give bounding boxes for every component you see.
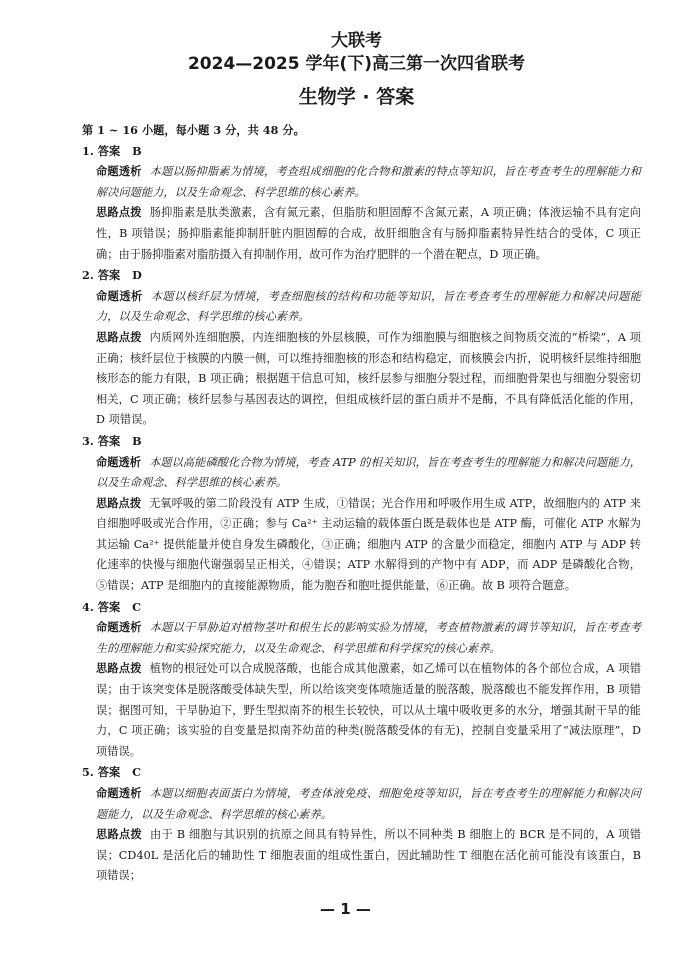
- answer-value: D: [132, 268, 142, 283]
- hint-text: 植物的根冠处可以合成脱落酸，也能合成其他激素，如乙烯可以在植物体的各个部位合成，A 项错误；由于该突变体是脱落酸受体缺失型，所以给该突变体喷施适量的脱落酸，脱落酸也不能发挥作用，B 项错误；据图可知，干旱胁迫下，野生型拟南芥的根生长较快，可以从土壤中吸收更多的水分，增强其耐干旱的能力，C 项正确；该实验的自变量是拟南芥幼苗的种类(脱落酸受体的有无)，控制自变量采用了“减法原理”，D 项错误。: [96, 662, 642, 758]
- question-block: [82, 265, 641, 431]
- analysis-text: 本题以肠抑脂素为情境，考查组成细胞的化合物和激素的特点等知识，旨在考查考生的理解能力和解决问题能力，以及生命观念、科学思维的核心素养。: [96, 165, 641, 199]
- analysis-text: 本题以核纤层为情境，考查细胞核的结构和功能等知识，旨在考查考生的理解能力和解决问题能力，以及生命观念、科学思维的核心素养。: [96, 289, 641, 324]
- answer-line: [82, 762, 641, 784]
- answer-label: 答案: [97, 600, 121, 614]
- analysis-label: 命题透析: [96, 289, 143, 303]
- question-number: 5.: [82, 765, 94, 780]
- hint-label: 思路点拨: [96, 330, 142, 344]
- question-number: 4.: [82, 599, 94, 614]
- exam-name: 大联考: [331, 31, 382, 51]
- hint-text: 无氧呼吸的第二阶段没有 ATP 生成，①错误；光合作用和呼吸作用生成 ATP，故细胞内的 ATP 来自细胞呼吸或光合作用，②正确；参与 Ca²⁺ 主动运输的载体蛋白既是载体也是 ATP 酶，可催化 ATP 水解为其运输 Ca²⁺ 提供能量并使自身发生磷酸化，③正确；细胞内 ATP 的含量少而稳定，细胞内 ATP 与 ADP 转化速率的快慢与细胞代谢强弱呈正相关，④错误；ATP 水解得到的产物中有 ADP，而 ADP 是磷酸化合物，⑤错误；ATP 是细胞内的直接能源物质，能为胞吞和胞吐提供能量，⑥正确。故 B 项符合题意。: [96, 496, 642, 593]
- hint-label: 思路点拨: [96, 206, 142, 220]
- analysis-label: 命题透析: [96, 621, 142, 635]
- page-number: — 1 —: [320, 900, 371, 918]
- hint-text: 肠抑脂素是肽类激素，含有氮元素，但脂肪和胆固醇不含氮元素，A 项正确；体液运输不具有定向性，B 项错误；肠抑脂素能抑制肝脏内胆固醇的合成，故肝细胞含有与肠抑脂素特异性结合的受体，C 项正确；由于肠抑脂素对脂肪摄入有抑制作用，故可作为治疗肥胖的一个潜在靶点，D 项正确。: [96, 206, 642, 261]
- hint-label: 思路点拨: [96, 662, 142, 676]
- answer-label: 答案: [97, 766, 121, 780]
- answer-value: C: [132, 765, 142, 780]
- answer-value: C: [132, 599, 142, 614]
- answer-line: [82, 141, 641, 163]
- hint-text: 由于 B 细胞与其识别的抗原之间具有特异性，所以不同种类 B 细胞上的 BCR 是不同的，A 项错误；CD40L 是活化后的辅助性 T 细胞表面的组成性蛋白，因此辅助性 T 细胞在活化前可能没有该蛋白，B 项错误；: [96, 828, 641, 883]
- question-block: [82, 431, 641, 597]
- analysis-paragraph: [96, 784, 641, 825]
- hint-paragraph: [96, 494, 641, 597]
- page-header: [82, 30, 641, 110]
- analysis-text: 本题以细胞表面蛋白为情境，考查体液免疫、细胞免疫等知识，旨在考查考生的理解能力和解决问题能力，以及生命观念、科学思维的核心素养。: [96, 787, 641, 821]
- answer-label: 答案: [97, 269, 121, 283]
- hint-paragraph: [96, 825, 641, 887]
- analysis-text: 本题以高能磷酸化合物为情境，考查 ATP 的相关知识，旨在考查考生的理解能力和解决问题能力，以及生命观念、科学思维的核心素养。: [96, 455, 642, 490]
- analysis-paragraph: [96, 618, 641, 659]
- exam-title: 2024—2025 学年(下)高三第一次四省联考: [187, 54, 526, 74]
- answers-body: [82, 120, 641, 887]
- hint-paragraph: [96, 328, 641, 431]
- answer-line: [82, 431, 641, 453]
- hint-paragraph: [96, 203, 641, 265]
- question-block: [82, 597, 641, 763]
- analysis-label: 命题透析: [96, 165, 142, 179]
- analysis-label: 命题透析: [96, 787, 142, 800]
- answer-label: 答案: [97, 144, 121, 158]
- question-block: [82, 762, 641, 887]
- answer-label: 答案: [97, 434, 121, 448]
- question-block: [82, 141, 641, 266]
- answer-value: B: [132, 143, 142, 158]
- answer-value: B: [132, 433, 142, 448]
- analysis-label: 命题透析: [96, 455, 142, 469]
- question-number: 1.: [82, 143, 94, 158]
- hint-label: 思路点拨: [96, 828, 142, 842]
- analysis-paragraph: [96, 287, 641, 328]
- hint-paragraph: [96, 659, 641, 762]
- question-number: 3.: [82, 433, 94, 448]
- answer-line: [82, 265, 641, 287]
- section-intro: 第 1 ~ 16 小题，每小题 3 分，共 48 分。: [82, 123, 305, 137]
- question-number: 2.: [82, 268, 94, 283]
- analysis-text: 本题以干旱胁迫对植物茎叶和根生长的影响实验为情境，考查植物激素的调节等知识，旨在考查考生的理解能力和实验探究能力，以及生命观念、科学思维和科学探究的核心素养。: [96, 621, 641, 655]
- hint-text: 内质网外连细胞膜，内连细胞核的外层核膜，可作为细胞膜与细胞核之间物质交流的“桥梁”，A 项正确；核纤层位于核膜的内膜一侧，可以维持细胞核的形态和结构稳定，而核膜会内折，说明核纤层维持细胞核形态的能力有限，B 项正确；根据题干信息可知，核纤层参与细胞分裂过程，而细胞骨架也与细胞分裂密切相关，C 项正确；核纤层参与基因表达的调控，但组成核纤层的蛋白质并不是酶，不具有降低活化能的作用，D 项错误。: [96, 330, 642, 427]
- answer-line: [82, 597, 641, 619]
- analysis-paragraph: [96, 453, 641, 494]
- hint-label: 思路点拨: [96, 496, 142, 510]
- analysis-paragraph: [96, 162, 641, 203]
- subject-title: 生物学 · 答案: [298, 86, 415, 108]
